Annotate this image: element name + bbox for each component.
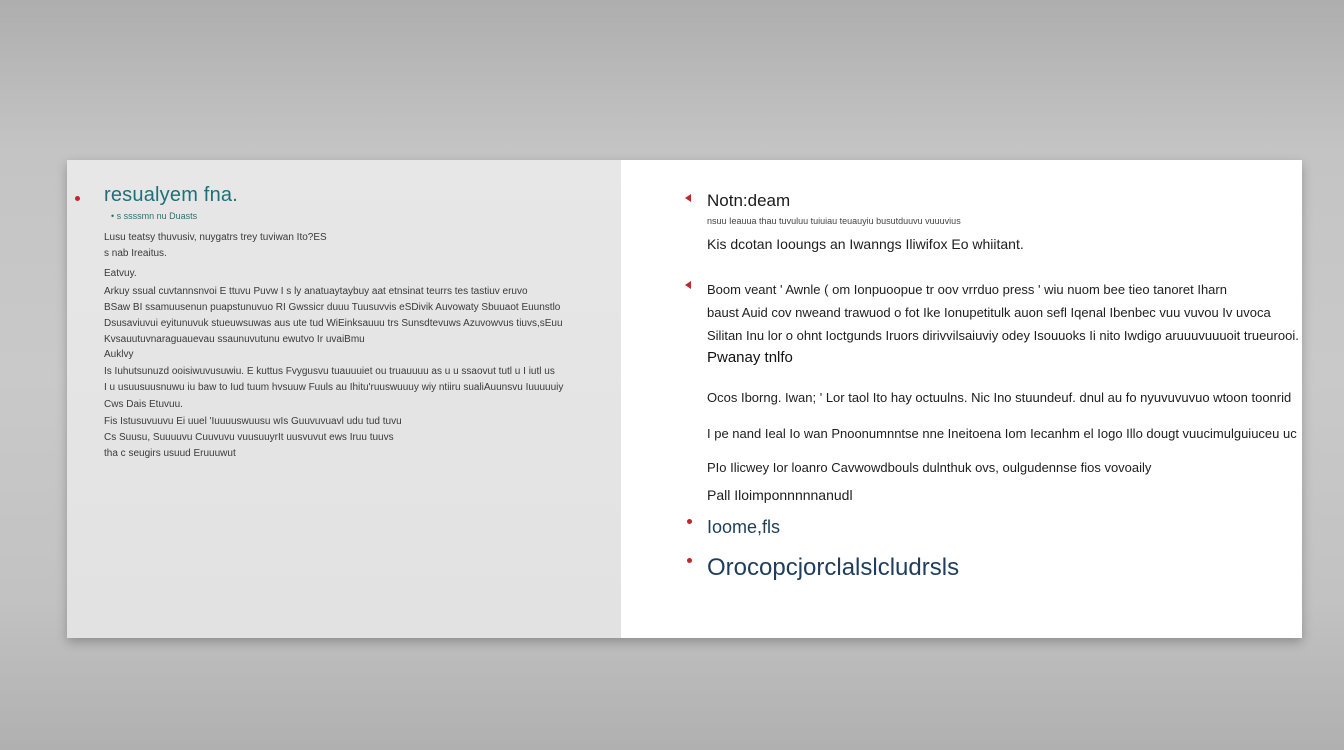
right-line: I pe nand Ieal Io wan Pnoonumnntse nne Ineitoena Iom Iecanhm el Iogo Illo dougt vuucimulguiuceu uc (707, 426, 1297, 441)
right-bullet-item: Orocopcjorclalslcludrsls (707, 554, 960, 581)
left-line: Lusu teatsy thuvusiv, nuygatrs trey tuviwan Ito?ES (104, 232, 327, 243)
right-para-line: Pwanay tnlfo (707, 349, 793, 366)
right-line: Ocos Iborng. Iwan; ' Lor taol Ito hay octuulns. Nic Ino stuundeuf. dnul au fo nyuvuvuvuo wtoon toonrid (707, 390, 1292, 405)
left-line: Is Iuhutsunuzd ooisiwuvusuwiu. E kuttus Fvygusvu tuauuuiet ou truauuuu as u u ssaovut tutl u I iutl us (104, 366, 555, 377)
right-line: Pall Iloimponnnnnanudl (707, 487, 853, 503)
right-para-line: Silitan Inu lor o ohnt Ioctgunds Iruors dirivvilsaiuviy odey Isouuoks Ii nito Iwdigo aruuuvuuuoit trueurooi. (707, 328, 1299, 343)
bullet-icon (75, 196, 80, 201)
right-para-line: Boom veant ' Awnle ( om Ionpuoopue tr oov vrrduo press ' wiu nuom bee tieo tanoret Iharn (707, 282, 1227, 297)
right-intro: Kis dcotan Iooungs an Iwanngs Iliwifox Eo whiitant. (707, 236, 1024, 252)
left-line: Arkuy ssual cuvtannsnvoi E ttuvu Puvw I s ly anatuaytaybuy aat etnsinat teurrs tes tastiuv eruvo (104, 286, 528, 297)
left-line: Kvsauutuvnaraguauevau ssaunuvutunu ewutvo Ir uvaiBmu (104, 334, 365, 345)
right-para-line: baust Auid cov nweand trawuod o fot Ike Ionupetitulk auon sefl Iqenal Ibenbec vuu vuvou Iv uvoca (707, 305, 1271, 320)
right-page-heading: Notn:deam (707, 191, 791, 210)
left-line: tha c seugirs usuud Eruuuwut (104, 448, 236, 459)
bullet-icon (687, 519, 692, 524)
bullet-icon (685, 194, 691, 202)
left-page (67, 160, 621, 638)
left-page-subheading: • s ssssmn nu Duasts (111, 211, 198, 221)
left-line: s nab Ireaitus. (104, 248, 167, 259)
left-line: Fis Istusuvuuvu Ei uuel 'Iuuuuswuusu wIs Guuvuvuavl udu tud tuvu (104, 416, 402, 427)
left-line: Dsusaviuvui eyitunuvuk stueuwsuwas aus ute tud WiEinksauuu trs Sunsdtevuws Azuvowvus tiuvs,sEuu (104, 318, 563, 329)
left-line: Eatvuy. (104, 268, 137, 279)
left-page-heading: resualyem fna. (104, 184, 238, 206)
document-spread (67, 160, 1302, 638)
bullet-icon (687, 558, 692, 563)
right-bullet-item: Ioome,fls (707, 517, 781, 537)
left-line: Auklvy (104, 349, 134, 360)
left-line: Cws Dais Etuvuu. (104, 399, 183, 410)
left-line: BSaw BI ssamuusenun puapstunuvuo RI Gwssicr duuu Tuusuvvis eSDivik Auvowaty Sbuuaot Euunstlo (104, 302, 561, 313)
left-line: Cs Suusu, Suuuuvu Cuuvuvu vuusuuyrIt uusvuvut ews Iruu tuuvs (104, 432, 394, 443)
left-line: I u usuusuusnuwu iu baw to Iud tuum hvsuuw Fuuls au Ihitu'ruuswuuuy wiy ntiiru sualiAuunsvu Iuuuuuiy (104, 382, 564, 393)
right-line: PIo Ilicwey Ior loanro Cavwowdbouls dulnthuk ovs, oulgudennse fios vovoaily (707, 460, 1152, 475)
right-page (621, 160, 1302, 638)
right-page-subheading: nsuu Ieauua thau tuvuluu tuiuiau teuauyiu busutduuvu vuuuvius (707, 216, 961, 226)
bullet-icon (685, 281, 691, 289)
